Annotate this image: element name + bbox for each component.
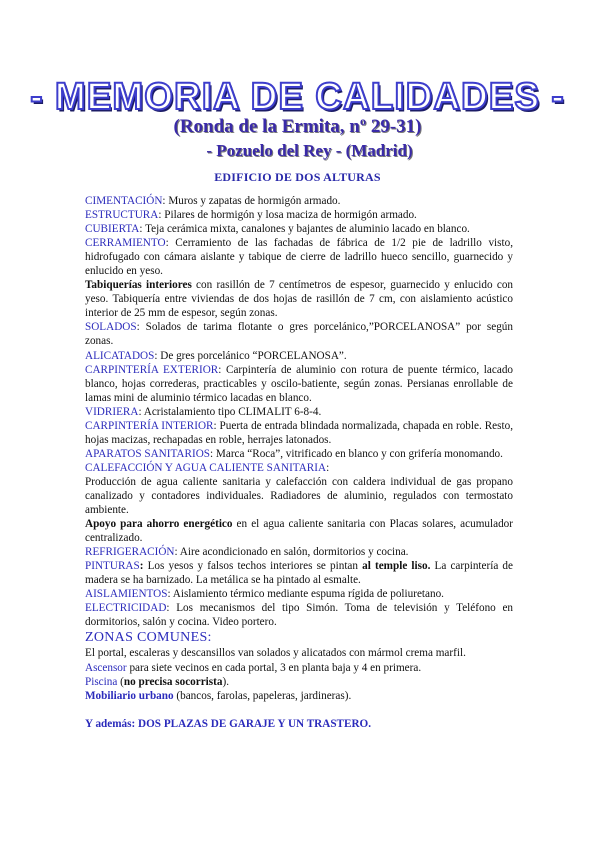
section-label: CERRAMIENTO [85, 237, 166, 250]
zonas-comunes-heading [85, 629, 513, 646]
section-label: CUBIERTA [85, 223, 140, 236]
section-text: Los yesos y falsos techos interiores se pintan [143, 560, 363, 573]
document-body [85, 194, 513, 731]
section-colon: : [139, 560, 144, 573]
section-label: CIMENTACIÓN [85, 195, 163, 207]
section-label: Tabiquerías interiores [85, 279, 192, 292]
section-text: : Puerta de entrada blindada normalizada, chapada en roble. Resto, hojas macizas, rechapadas en roble, herrajes latonados. [85, 419, 513, 446]
section-text: : Teja cerámica mixta, canalones y bajantes de aluminio lacado en blanco. [139, 223, 470, 236]
section-solados [85, 320, 513, 348]
section-label: REFRIGERACIÓN [85, 546, 175, 559]
zonas-piscina [85, 675, 513, 689]
spacer [85, 703, 513, 717]
section-text: : Acristalamiento tipo CLIMALIT 6-8-4. [138, 405, 322, 418]
section-text: con rasillón de 7 centímetros de espesor, guarnecido y enlucido con yeso. Tabiquería entre viviendas de dos hojas de rasillón de 7 cm, con aislamiento acústico interior de 25 mm de espesor, según zonas. [85, 279, 514, 320]
section-text: (bancos, farolas, papeleras, jardineras). [173, 689, 352, 702]
section-text: ( [117, 675, 124, 688]
section-label: AISLAMIENTOS [85, 588, 168, 601]
section-label: PINTURAS [85, 560, 140, 573]
address-subtitle: (Ronda de la Ermita, nº 29-31) [173, 116, 422, 137]
section-text: : Aire acondicionado en salón, dormitorios y cocina. [174, 546, 409, 559]
section-vidriera [85, 405, 513, 419]
document-title: - MEMORIA DE CALIDADES - [30, 75, 565, 118]
section-bold-text: al temple liso. [362, 560, 431, 573]
section-tabiquerias [85, 278, 513, 320]
section-pinturas [85, 559, 513, 587]
section-calefaccion [85, 461, 513, 475]
section-cerramiento [85, 236, 513, 278]
section-label: APARATOS SANITARIOS [85, 447, 210, 460]
section-label: ESTRUCTURA [85, 209, 159, 222]
section-label: CARPINTERÍA EXTERIOR [85, 363, 219, 376]
section-carpinteria-interior [85, 419, 513, 447]
section-text: : De gres porcelánico “PORCELANOSA”. [154, 349, 347, 362]
zonas-portal: El portal, escaleras y descansillos van solados y alicatados con mármol crema marfil. [85, 647, 466, 660]
zonas-colon: : [207, 630, 212, 646]
location-subtitle: - Pozuelo del Rey - (Madrid) [206, 141, 413, 160]
section-label: Apoyo para ahorro energético [85, 518, 233, 531]
section-text: : Marca “Roca”, vitrificado en blanco y con grifería monomando. [210, 447, 503, 460]
section-aislamientos [85, 587, 513, 601]
building-heading: EDIFICIO DE DOS ALTURAS [214, 170, 381, 184]
zonas-mobiliario [85, 689, 513, 703]
zonas-title: ZONAS COMUNES [85, 630, 208, 646]
section-text: : Los mecanismos del tipo Simón. Toma de televisión y Teléfono en dormitorios, salón y cocina. Video portero. [85, 602, 513, 629]
section-text: en el agua caliente sanitaria con Placas solares, acumulador centralizado. [85, 518, 513, 545]
section-estructura [85, 208, 513, 222]
section-label: Mobiliario urbano [85, 689, 174, 702]
section-text-2: ). [222, 675, 229, 688]
final-note: Y además: DOS PLAZAS DE GARAJE Y UN TRASTERO. [85, 717, 372, 730]
section-aparatos-sanitarios [85, 447, 513, 461]
section-label: CALEFACCIÓN Y AGUA CALIENTE SANITARIA [85, 461, 327, 474]
section-alicatados [85, 349, 513, 363]
section-label: Piscina [85, 675, 118, 688]
section-refrigeracion [85, 545, 513, 559]
section-text-2: La carpintería de madera se ha barnizado. La metálica se ha pintado al esmalte. [85, 560, 513, 587]
section-calefaccion-text: Producción de agua caliente sanitaria y calefacción con caldera individual de gas propano canalizado y contadores individuales. Radiadores de aluminio, regulados con termostato ambiente. [85, 475, 513, 517]
zonas-ascensor [85, 661, 513, 675]
section-text: : Carpintería de aluminio con rotura de puente térmico, lacado blanco, hojas correderas, practicables y oscilo-batiente, según zonas. Persianas enrollable de lamas mini de aluminio térmico lacadas en blanco. [85, 363, 514, 404]
section-bold-text: no precisa socorrista [123, 675, 223, 688]
section-label: Ascensor [85, 661, 127, 674]
section-text: : Solados de tarima flotante o gres porcelánico,”PORCELANOSA” por según zonas. [85, 321, 513, 348]
section-cubierta [85, 222, 513, 236]
section-label: SOLADOS [85, 321, 137, 334]
section-text: : Muros y zapatas de hormigón armado. [162, 195, 341, 207]
section-label: CARPINTERÍA INTERIOR [85, 419, 214, 432]
section-colon: : [326, 461, 330, 474]
section-cimentacion [85, 194, 513, 208]
section-text: : Pilares de hormigón y losa maciza de hormigón armado. [158, 209, 417, 222]
section-electricidad [85, 601, 513, 629]
section-text: para siete vecinos en cada portal, 3 en planta baja y 4 en primera. [126, 661, 422, 674]
section-label: VIDRIERA [85, 405, 139, 418]
section-text: : Cerramiento de las fachadas de fábrica de 1/2 pie de ladrillo visto, hidrofugado con cámara aislante y tabique de cierre de ladrillo hueco sencillo, guarnecido y enlucido en yeso. [85, 237, 513, 278]
section-label: ELECTRICIDAD [85, 602, 167, 615]
section-carpinteria-exterior [85, 363, 513, 405]
section-apoyo [85, 517, 513, 545]
section-label: ALICATADOS [85, 349, 155, 362]
section-text: : Aislamiento térmico mediante espuma rígida de poliuretano. [167, 588, 444, 601]
